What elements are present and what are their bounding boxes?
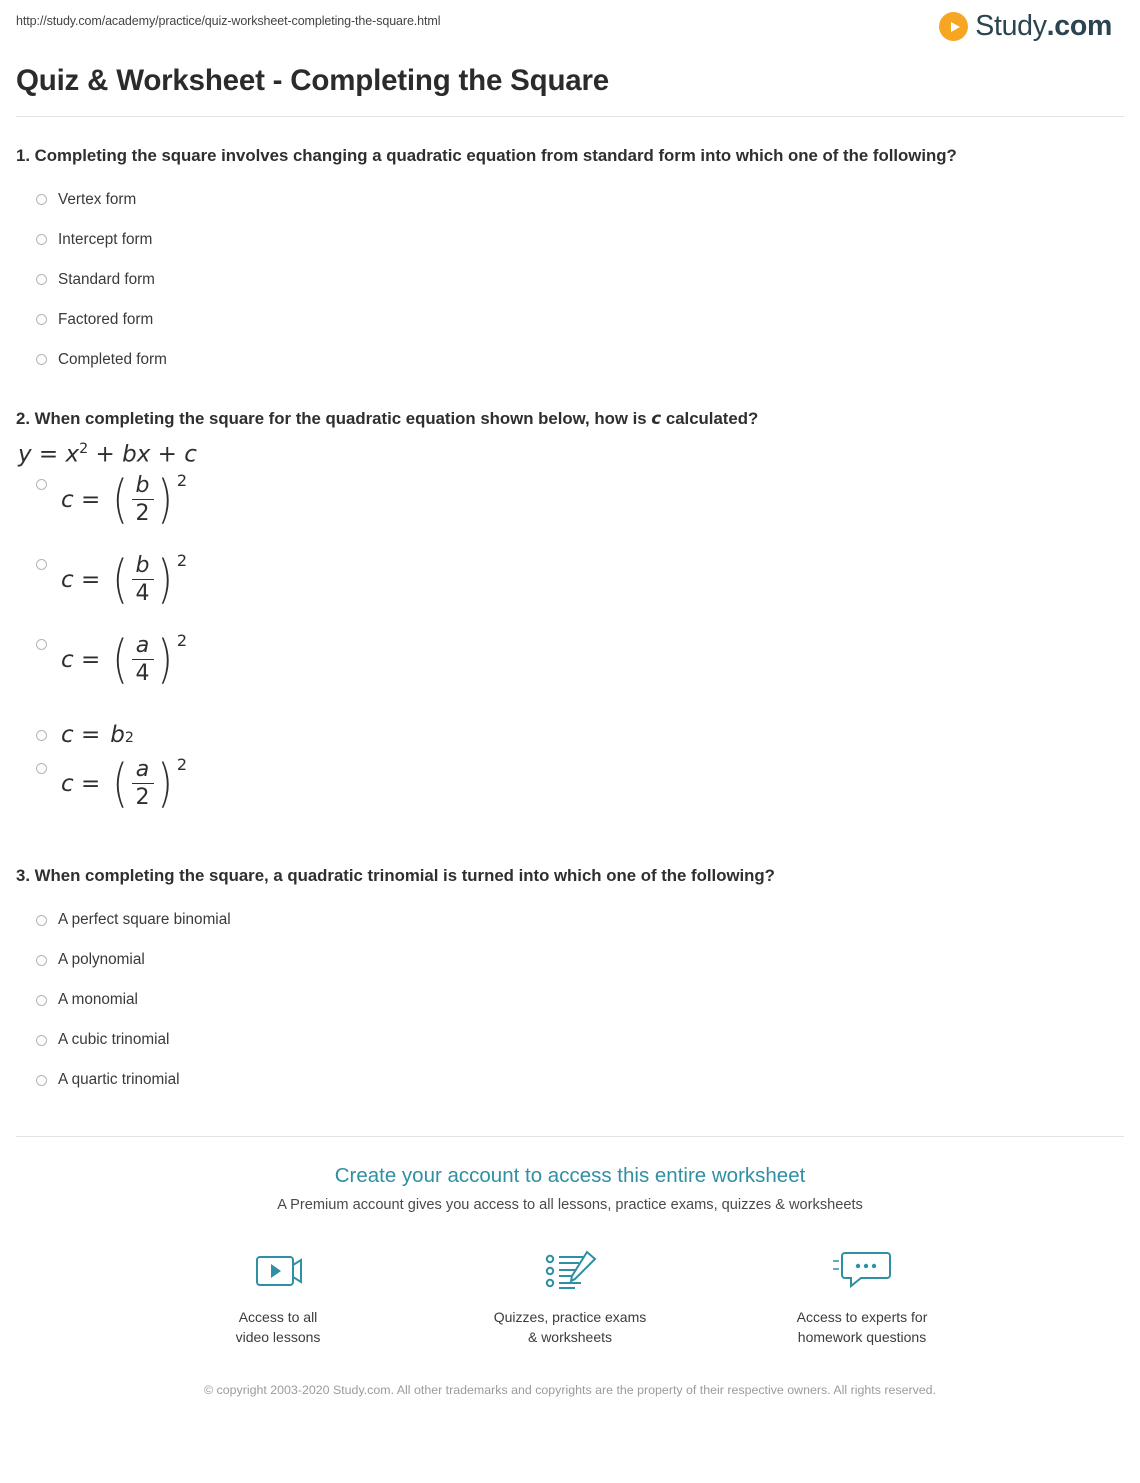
exponent: 2 <box>176 471 188 491</box>
paren-open-icon: ( <box>112 629 128 690</box>
brand-name-bold: .com <box>1046 10 1112 42</box>
answer-option[interactable] <box>16 220 1124 260</box>
radio-button[interactable] <box>36 479 47 490</box>
question-2-prompt-post: calculated? <box>661 408 759 428</box>
answer-formula <box>61 549 188 610</box>
radio-button[interactable] <box>36 915 47 926</box>
paren-close-icon: ) <box>157 753 173 814</box>
fraction-denominator: 4 <box>132 579 154 606</box>
paren-close-icon: ) <box>157 469 173 530</box>
formula-lead: c = <box>61 722 101 749</box>
answer-option[interactable] <box>16 900 1124 940</box>
answer-formula <box>61 629 188 690</box>
answer-label: Completed form <box>58 350 167 368</box>
fraction <box>132 757 154 810</box>
answer-option[interactable] <box>16 713 1124 757</box>
fraction-denominator: 2 <box>132 499 154 526</box>
radio-button[interactable] <box>36 274 47 285</box>
radio-button[interactable] <box>36 955 47 966</box>
quiz-list-pencil-icon <box>485 1245 655 1297</box>
promo-title[interactable]: Create your account to access this entire worksheet <box>334 1164 806 1188</box>
answer-option[interactable] <box>16 260 1124 300</box>
answer-option[interactable] <box>16 753 1124 837</box>
radio-button[interactable] <box>36 194 47 205</box>
question-2 <box>16 407 1124 838</box>
formula-lead: c = <box>61 486 101 513</box>
answer-label: Vertex form <box>58 190 137 208</box>
feature-video-lessons <box>193 1245 363 1348</box>
radio-button[interactable] <box>36 730 47 741</box>
feature-label-line1: Access to all <box>238 1309 318 1326</box>
answer-label: A quartic trinomial <box>58 1071 180 1089</box>
brand-text <box>975 10 1112 43</box>
question-2-prompt <box>16 407 1124 431</box>
fraction-denominator: 4 <box>132 659 154 686</box>
question-1-answers <box>16 180 1124 380</box>
answer-option[interactable] <box>16 1060 1124 1100</box>
answer-label: A cubic trinomial <box>58 1031 170 1049</box>
signup-promo <box>14 1136 1126 1399</box>
radio-button[interactable] <box>36 354 47 365</box>
question-2-equation: $y = x^2$ + bx + c <box>18 440 197 468</box>
copyright-notice: © copyright 2003-2020 Study.com. All other trademarks and copyrights are the property of their respective owners. All rights reserved. <box>203 1382 937 1397</box>
feature-label-line1: Access to experts for <box>796 1309 928 1326</box>
fraction-denominator: 2 <box>132 783 154 810</box>
question-2-prompt-pre: 2. When completing the square for the quadratic equation shown below, how is <box>16 408 652 428</box>
paren-open-icon: ( <box>112 469 128 530</box>
formula-lead: c = <box>61 770 101 797</box>
radio-button[interactable] <box>36 314 47 325</box>
question-3 <box>16 864 1124 1100</box>
feature-label-line2: homework questions <box>797 1329 927 1346</box>
answer-label: A perfect square binomial <box>58 911 231 929</box>
paren-open-icon: ( <box>112 753 128 814</box>
chat-bubble-icon <box>777 1245 947 1297</box>
answer-option[interactable] <box>16 940 1124 980</box>
question-3-answers <box>16 900 1124 1100</box>
answer-label: A monomial <box>58 991 138 1009</box>
radio-button[interactable] <box>36 559 47 570</box>
title-divider <box>16 116 1124 117</box>
radio-button[interactable] <box>36 234 47 245</box>
answer-option[interactable] <box>16 469 1124 553</box>
promo-features <box>16 1245 1124 1348</box>
exponent: 2 <box>176 755 188 775</box>
fraction <box>132 633 154 686</box>
feature-expert-help <box>777 1245 947 1348</box>
radio-button[interactable] <box>36 1035 47 1046</box>
fraction-numerator: a <box>135 633 150 659</box>
radio-button[interactable] <box>36 639 47 650</box>
radio-button[interactable] <box>36 995 47 1006</box>
radio-button[interactable] <box>36 1075 47 1086</box>
answer-option[interactable] <box>16 300 1124 340</box>
answer-label: Standard form <box>58 270 155 288</box>
formula-lead: c = <box>61 646 101 673</box>
exponent: 2 <box>176 551 188 571</box>
paren-open-icon: ( <box>112 549 128 610</box>
brand-name-light: Study <box>975 10 1047 42</box>
feature-label-line1: Quizzes, practice exams <box>493 1309 647 1326</box>
fraction <box>132 553 154 606</box>
paren-close-icon: ) <box>157 549 173 610</box>
exponent: 2 <box>124 730 134 747</box>
page-url: http://study.com/academy/practice/quiz-worksheet-completing-the-square.html <box>16 14 441 28</box>
fraction-numerator: b <box>135 553 150 579</box>
question-3-prompt: 3. When completing the square, a quadratic trinomial is turned into which one of the following? <box>16 866 775 886</box>
study-com-logo[interactable] <box>939 10 1124 43</box>
fraction-numerator: a <box>135 757 150 783</box>
answer-label: Intercept form <box>58 230 153 248</box>
answer-label: Factored form <box>58 310 154 328</box>
feature-label-line2: video lessons <box>235 1329 321 1346</box>
answer-option[interactable] <box>16 980 1124 1020</box>
answer-option[interactable] <box>16 340 1124 380</box>
play-circle-icon <box>939 12 968 41</box>
answer-formula <box>61 722 134 748</box>
feature-label-line2: & worksheets <box>527 1329 613 1346</box>
answer-formula <box>61 469 188 530</box>
paren-close-icon: ) <box>157 629 173 690</box>
answer-label: A polynomial <box>58 951 145 969</box>
feature-label <box>485 1307 655 1348</box>
question-1 <box>16 144 1124 380</box>
exponent: 2 <box>176 631 188 651</box>
promo-subtitle: A Premium account gives you access to all lessons, practice exams, quizzes & worksheets <box>277 1197 863 1214</box>
question-2-variable: c <box>651 407 662 428</box>
formula-base: b <box>110 722 125 749</box>
radio-button[interactable] <box>36 763 47 774</box>
answer-formula <box>61 753 188 814</box>
question-2-answers <box>16 469 1124 837</box>
formula-lead: c = <box>61 566 101 593</box>
promo-divider <box>16 1136 1124 1137</box>
feature-label <box>777 1307 947 1348</box>
video-play-icon <box>193 1245 363 1297</box>
page-header <box>14 0 1126 48</box>
fraction <box>132 473 154 526</box>
answer-option[interactable] <box>16 1020 1124 1060</box>
answer-option[interactable] <box>16 629 1124 713</box>
feature-label <box>193 1307 363 1348</box>
page-title: Quiz & Worksheet - Completing the Square <box>16 64 609 97</box>
feature-quizzes <box>485 1245 655 1348</box>
fraction-numerator: b <box>135 473 150 499</box>
answer-option[interactable] <box>16 180 1124 220</box>
question-1-prompt: 1. Completing the square involves changing a quadratic equation from standard form into which one of the following? <box>16 146 957 165</box>
answer-option[interactable] <box>16 549 1124 633</box>
